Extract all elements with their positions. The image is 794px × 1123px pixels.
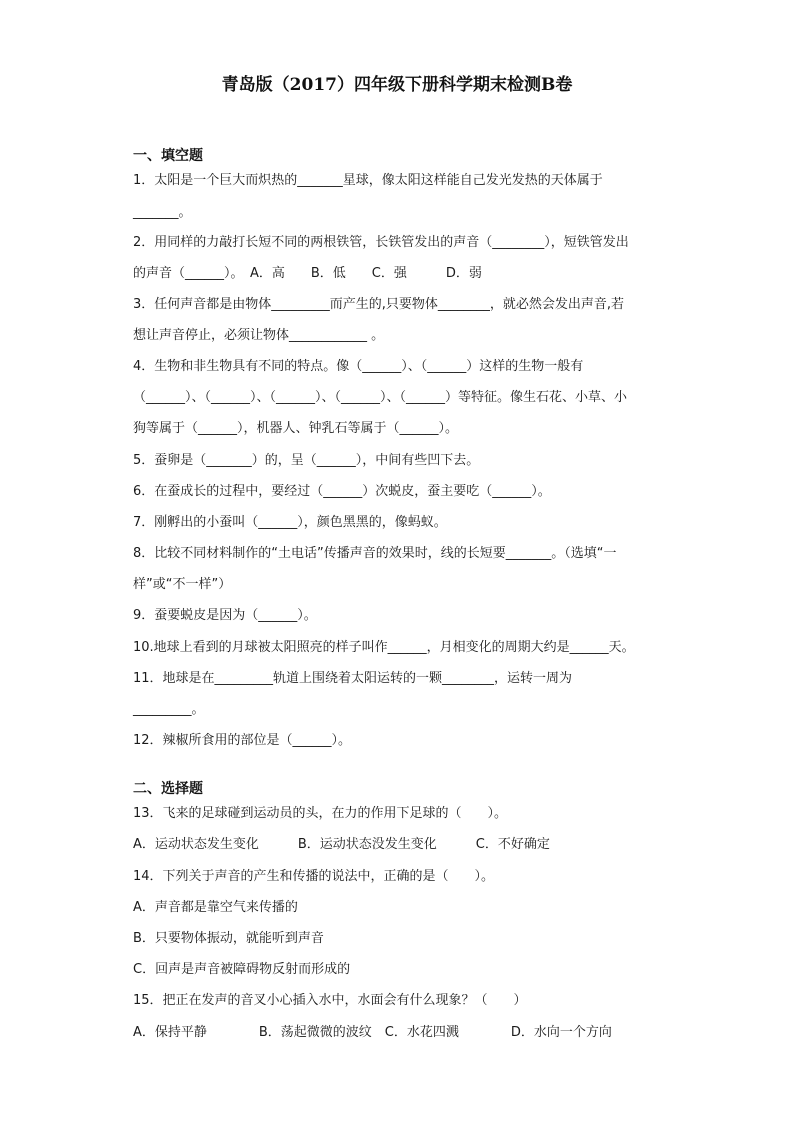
section-heading-multiple-choice: 二、选择题 [133,781,203,797]
question-line: 8．比较不同材料制作的“土电话”传播声音的效果时，线的长短要_______。（选填“一 [133,546,617,561]
question-line: 7．刚孵出的小蚕叫（______），颜色黑黑的，像蚂蚁。 [133,515,447,530]
question-line: 5．蚕卵是（_______）的，呈（______），中间有些凹下去。 [133,453,480,468]
option-line: A．运动状态发生变化 B．运动状态没发生变化 C．不好确定 [133,837,550,852]
question-line: 1．太阳是一个巨大而炽热的_______星球，像太阳这样能自己发光发热的天体属于 [133,173,603,188]
question-line: _________。 [133,702,205,717]
question-line: 狗等属于（______），机器人、钟乳石等属于（______）。 [133,421,459,436]
section-heading-fill-blank: 一、填空题 [133,148,203,164]
option-line: A．保持平静 B．荡起微微的波纹 C．水花四溅 D．水向一个方向 [133,1025,612,1040]
page-title: 青岛版（2017）四年级下册科学期末检测B卷 [221,75,573,95]
question-line: 9．蚕要蜕皮是因为（______）。 [133,608,317,623]
question-line: 3．任何声音都是由物体_________而产生的,只要物体________，就必然会发出声音,若 [133,297,625,312]
question-line: 2．用同样的力敲打长短不同的两根铁管，长铁管发出的声音（________），短铁管发出 [133,235,629,250]
question-line: 15．把正在发声的音叉小心插入水中，水面会有什么现象？（ ） [133,993,527,1008]
option-line: B．只要物体振动，就能听到声音 [133,931,324,946]
option-line: A．声音都是靠空气来传播的 [133,900,298,915]
question-line: 14．下列关于声音的产生和传播的说法中，正确的是（ ）。 [133,869,495,884]
question-line: 6．在蚕成长的过程中，要经过（______）次蜕皮，蚕主要吃（______）。 [133,484,551,499]
question-line: 想让声音停止，必须让物体____________ 。 [133,328,385,343]
question-line: 4．生物和非生物具有不同的特点。像（______）、（______）这样的生物一般有 [133,359,584,374]
question-line: 11．地球是在_________轨道上围绕着太阳运转的一颗________，运转一周为 [133,671,573,686]
question-line: 的声音（______）。 A．高 B．低 C．强 D．弱 [133,266,482,281]
option-line: C．回声是声音被障碍物反射而形成的 [133,962,351,977]
question-line: 13．飞来的足球碰到运动员的头，在力的作用下足球的（ ）。 [133,806,508,821]
question-line: （______）、（______）、（______）、（______）、（______）等特征。像生石花、小草、小 [133,390,628,405]
question-line: 12．辣椒所食用的部位是（______）。 [133,733,352,748]
question-line: 10.地球上看到的月球被太阳照亮的样子叫作______，月相变化的周期大约是______天。 [133,640,635,655]
question-line: _______。 [133,205,192,220]
question-line: 样”或“不一样”） [133,577,232,592]
